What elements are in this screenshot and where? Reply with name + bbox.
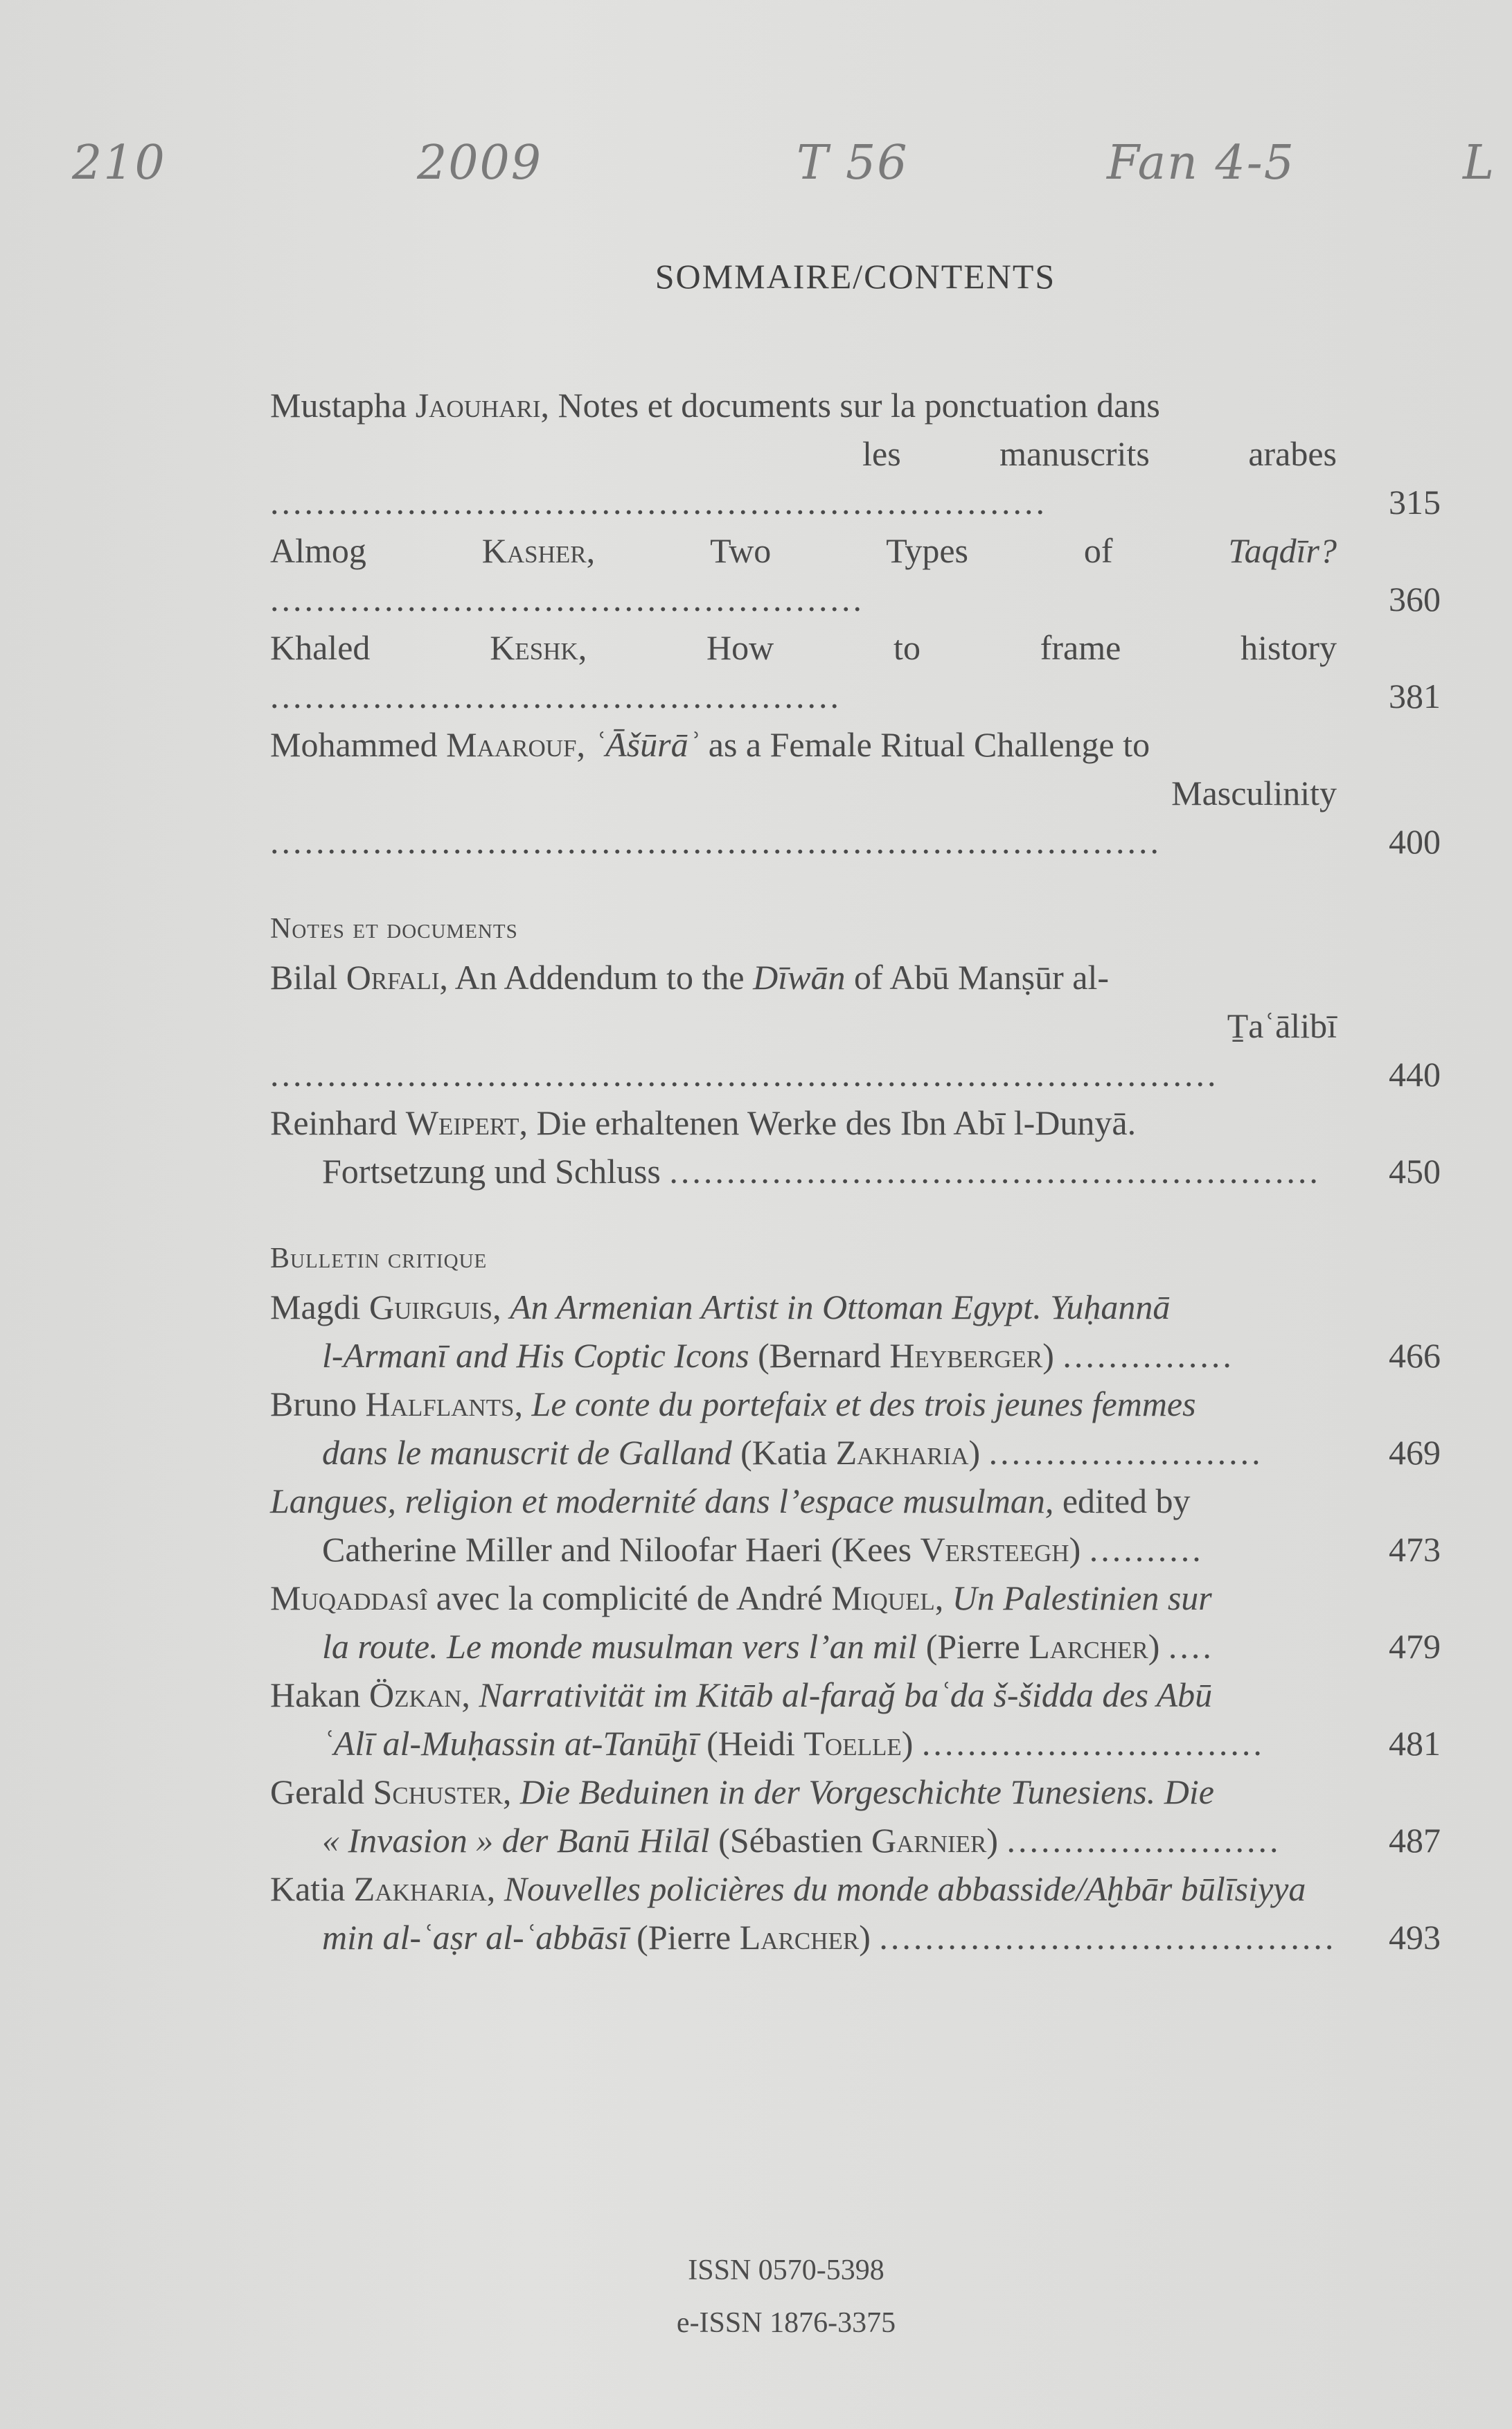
article-title-italic: Dīwān — [753, 958, 846, 997]
author-last-name: Schuster — [373, 1772, 503, 1811]
reviewer-first-name: Kees — [842, 1530, 912, 1569]
page-number: 487 — [1389, 1821, 1441, 1860]
book-title: Nouvelles policières du monde abbasside/Aḫbār būlīsiyya — [504, 1869, 1306, 1908]
author-first-name: Gerald — [270, 1772, 373, 1811]
reviewer-last-name: Versteegh — [920, 1530, 1069, 1569]
page-number: 400 — [1389, 822, 1441, 861]
toc-entry[interactable]: Reinhard Weipert, Die erhaltenen Werke des Ibn Abī l-Dunyā. Fortsetzung und Schluss ......................................................... 450 — [270, 1098, 1441, 1195]
reviewer-first-name: Sébastien — [729, 1821, 863, 1860]
toc-entry[interactable]: Bilal Orfali, An Addendum to the Dīwān of Abū Manṣūr al- Ṯaʿālibī ................................................................................... 440 — [270, 953, 1441, 1098]
author-first-name: Bruno — [270, 1385, 366, 1423]
author-note: avec la complicité de André — [427, 1578, 832, 1617]
reviewer-first-name: Pierre — [648, 1918, 731, 1957]
toc-entry[interactable]: Mohammed Maarouf, ʿĀšūrāʾ as a Female Ritual Challenge to Masculinity .............................................................................. 400 — [270, 720, 1441, 866]
reviewer-first-name: Katia — [751, 1433, 828, 1472]
handwritten-note: 2009 — [417, 136, 543, 190]
handwritten-note: T 56 — [797, 136, 909, 190]
separator: , — [934, 1578, 952, 1617]
book-title: Le conte du portefaix et des trois jeunes femmes — [531, 1385, 1196, 1423]
author-last-name: Özkan — [369, 1675, 462, 1714]
toc-entry[interactable]: Langues, religion et modernité dans l’espace musulman, edited by Catherine Miller and Niloofar Haeri (Kees Versteegh) .......... 473 — [270, 1477, 1441, 1574]
toc-entry[interactable]: Bruno Halflants, Le conte du portefaix et des trois jeunes femmes dans le manuscrit de Galland (Katia Zakharia) ........................ 469 — [270, 1380, 1441, 1477]
article-title-cont: Fortsetzung und Schluss — [322, 1152, 661, 1191]
author-first-name: Mustapha — [270, 386, 407, 425]
book-title-cont: « Invasion » der Banū Hilāl — [322, 1821, 710, 1860]
book-title-cont: ʿAlī al-Muḥassin at-Tanūḫī — [322, 1724, 698, 1763]
article-title: Two Types of — [710, 531, 1229, 570]
reviewer-first-name: Bernard — [769, 1336, 881, 1375]
page-number: 315 — [1389, 483, 1441, 522]
author-first-name: Khaled — [270, 628, 371, 667]
author-last-name: Maarouf — [446, 725, 577, 764]
page-number: 473 — [1389, 1530, 1441, 1569]
article-title: of Abū Manṣūr al- — [845, 958, 1109, 997]
page-title: SOMMAIRE/CONTENTS — [655, 257, 1056, 296]
reviewer-last-name: Garnier — [871, 1821, 987, 1860]
reviewer-last-name: Heyberger — [889, 1336, 1043, 1375]
author-last-name: Zakharia — [353, 1869, 487, 1908]
author-last-name: Guirguis — [369, 1288, 493, 1326]
section-heading-bulletin: Bulletin critique — [270, 1243, 488, 1274]
handwritten-note: L — [1463, 136, 1496, 190]
reviewer-last-name: Zakharia — [835, 1433, 969, 1472]
author-first-name: Katia — [270, 1869, 354, 1908]
toc-entry[interactable]: Muqaddasî avec la complicité de André Miquel, Un Palestinien sur la route. Le monde musulman vers l’an mil (Pierre Larcher) .... 479 — [270, 1574, 1441, 1671]
editor-note: edited by — [1053, 1482, 1191, 1520]
separator: , — [461, 1675, 479, 1714]
page-number: 481 — [1389, 1724, 1441, 1763]
separator: , — [514, 1385, 532, 1423]
article-title-italic: Taqdīr? — [1228, 531, 1337, 570]
author-last-name: Jaouhari — [415, 386, 541, 425]
issn: ISSN 0570-5398 — [688, 2254, 884, 2286]
article-title: Die erhaltenen Werke des Ibn Abī l-Dunyā. — [536, 1103, 1137, 1142]
page-number: 381 — [1389, 677, 1441, 715]
toc-entry[interactable]: Almog Kasher, Two Types of Taqdīr? .................................................... 360 — [270, 526, 1441, 623]
page-number: 469 — [1389, 1433, 1441, 1472]
author-first-name: Mohammed — [270, 725, 438, 764]
article-title-italic: ʿĀšūrāʾ — [594, 725, 700, 764]
page-number: 360 — [1389, 580, 1441, 619]
page-number: 479 — [1389, 1627, 1441, 1666]
reviewer-first-name: Pierre — [937, 1627, 1020, 1666]
article-title-cont: Masculinity — [1171, 774, 1337, 812]
separator: , — [502, 1772, 520, 1811]
book-title-cont: la route. Le monde musulman vers l’an mil — [322, 1627, 918, 1666]
page-number: 493 — [1389, 1918, 1441, 1957]
article-title-cont: Ṯaʿālibī — [1227, 1006, 1337, 1045]
toc-entry[interactable]: Katia Zakharia, Nouvelles policières du monde abbasside/Aḫbār būlīsiyya min al-ʿaṣr al-ʿabbāsī (Pierre Larcher) ........................................ 493 — [270, 1865, 1441, 1961]
book-title-cont: min al-ʿaṣr al-ʿabbāsī — [322, 1918, 628, 1957]
author-last-name: Muqaddasî — [270, 1578, 428, 1617]
page-number: 450 — [1389, 1152, 1441, 1191]
author-last-name: Kasher — [481, 531, 587, 570]
eissn: e-ISSN 1876-3375 — [676, 2307, 896, 2339]
reviewer-first-name: Heidi — [718, 1724, 795, 1763]
toc-entry[interactable]: Hakan Özkan, Narrativität im Kitāb al-faraǧ baʿda š-šidda des Abū ʿAlī al-Muḥassin at-Tanūḫī (Heidi Toelle) .............................. 481 — [270, 1671, 1441, 1768]
author-first-name: Magdi — [270, 1288, 370, 1326]
reviewer-last-name: Larcher — [1029, 1627, 1148, 1666]
toc-entry[interactable]: Magdi Guirguis, An Armenian Artist in Ottoman Egypt. Yuḥannā l-Armanī and His Coptic Icons (Bernard Heyberger) ............... 466 — [270, 1283, 1441, 1380]
author-first-name: Reinhard — [270, 1103, 398, 1142]
reviewer-last-name: Larcher — [739, 1918, 860, 1957]
author-first-name: Almog — [270, 531, 366, 570]
book-title: An Armenian Artist in Ottoman Egypt. Yuḥannā — [510, 1288, 1171, 1326]
table-of-contents — [270, 381, 1441, 1961]
author-last-name: Keshk — [490, 628, 578, 667]
reviewer-last-name: Toelle — [803, 1724, 902, 1763]
author-last-name: Weipert — [405, 1103, 519, 1142]
page-number: 466 — [1389, 1336, 1441, 1375]
article-title: How to frame history — [706, 628, 1337, 667]
article-title-cont: les manuscrits arabes — [862, 434, 1337, 473]
book-title: Un Palestinien sur — [952, 1578, 1212, 1617]
book-title: Langues, religion et modernité dans l’espace musulman, — [270, 1482, 1054, 1520]
article-title: Notes et documents sur la ponctuation dans — [558, 386, 1160, 425]
author-first-name: Bilal — [270, 958, 338, 997]
editors: Catherine Miller and Niloofar Haeri — [322, 1530, 831, 1569]
book-title: Die Beduinen in der Vorgeschichte Tunesiens. Die — [519, 1772, 1214, 1811]
coauthor-last-name: Miquel — [831, 1578, 935, 1617]
toc-entry[interactable]: Khaled Keshk, How to frame history .................................................. 381 — [270, 623, 1441, 720]
author-last-name: Halflants — [365, 1385, 515, 1423]
handwritten-note: 210 — [72, 136, 166, 190]
section-heading-notes: Notes et documents — [270, 913, 518, 945]
toc-entry[interactable]: Mustapha Jaouhari, Notes et documents sur la ponctuation dans les manuscrits arabes .................................................................... 315 — [270, 381, 1441, 526]
article-title: as a Female Ritual Challenge to — [700, 725, 1150, 764]
toc-entry[interactable]: Gerald Schuster, Die Beduinen in der Vorgeschichte Tunesiens. Die « Invasion » der Banū Hilāl (Sébastien Garnier) ........................ 487 — [270, 1768, 1441, 1865]
book-title-cont: dans le manuscrit de Galland — [322, 1433, 732, 1472]
page-number: 440 — [1389, 1055, 1441, 1094]
book-title: Narrativität im Kitāb al-faraǧ baʿda š-šidda des Abū — [479, 1675, 1213, 1714]
author-last-name: Orfali — [346, 958, 440, 997]
separator: , — [492, 1288, 510, 1326]
handwritten-note: Fan 4-5 — [1107, 136, 1296, 190]
book-title-cont: l-Armanī and His Coptic Icons — [322, 1336, 749, 1375]
separator: , — [486, 1869, 504, 1908]
author-first-name: Hakan — [270, 1675, 369, 1714]
article-title: An Addendum to the — [454, 958, 754, 997]
